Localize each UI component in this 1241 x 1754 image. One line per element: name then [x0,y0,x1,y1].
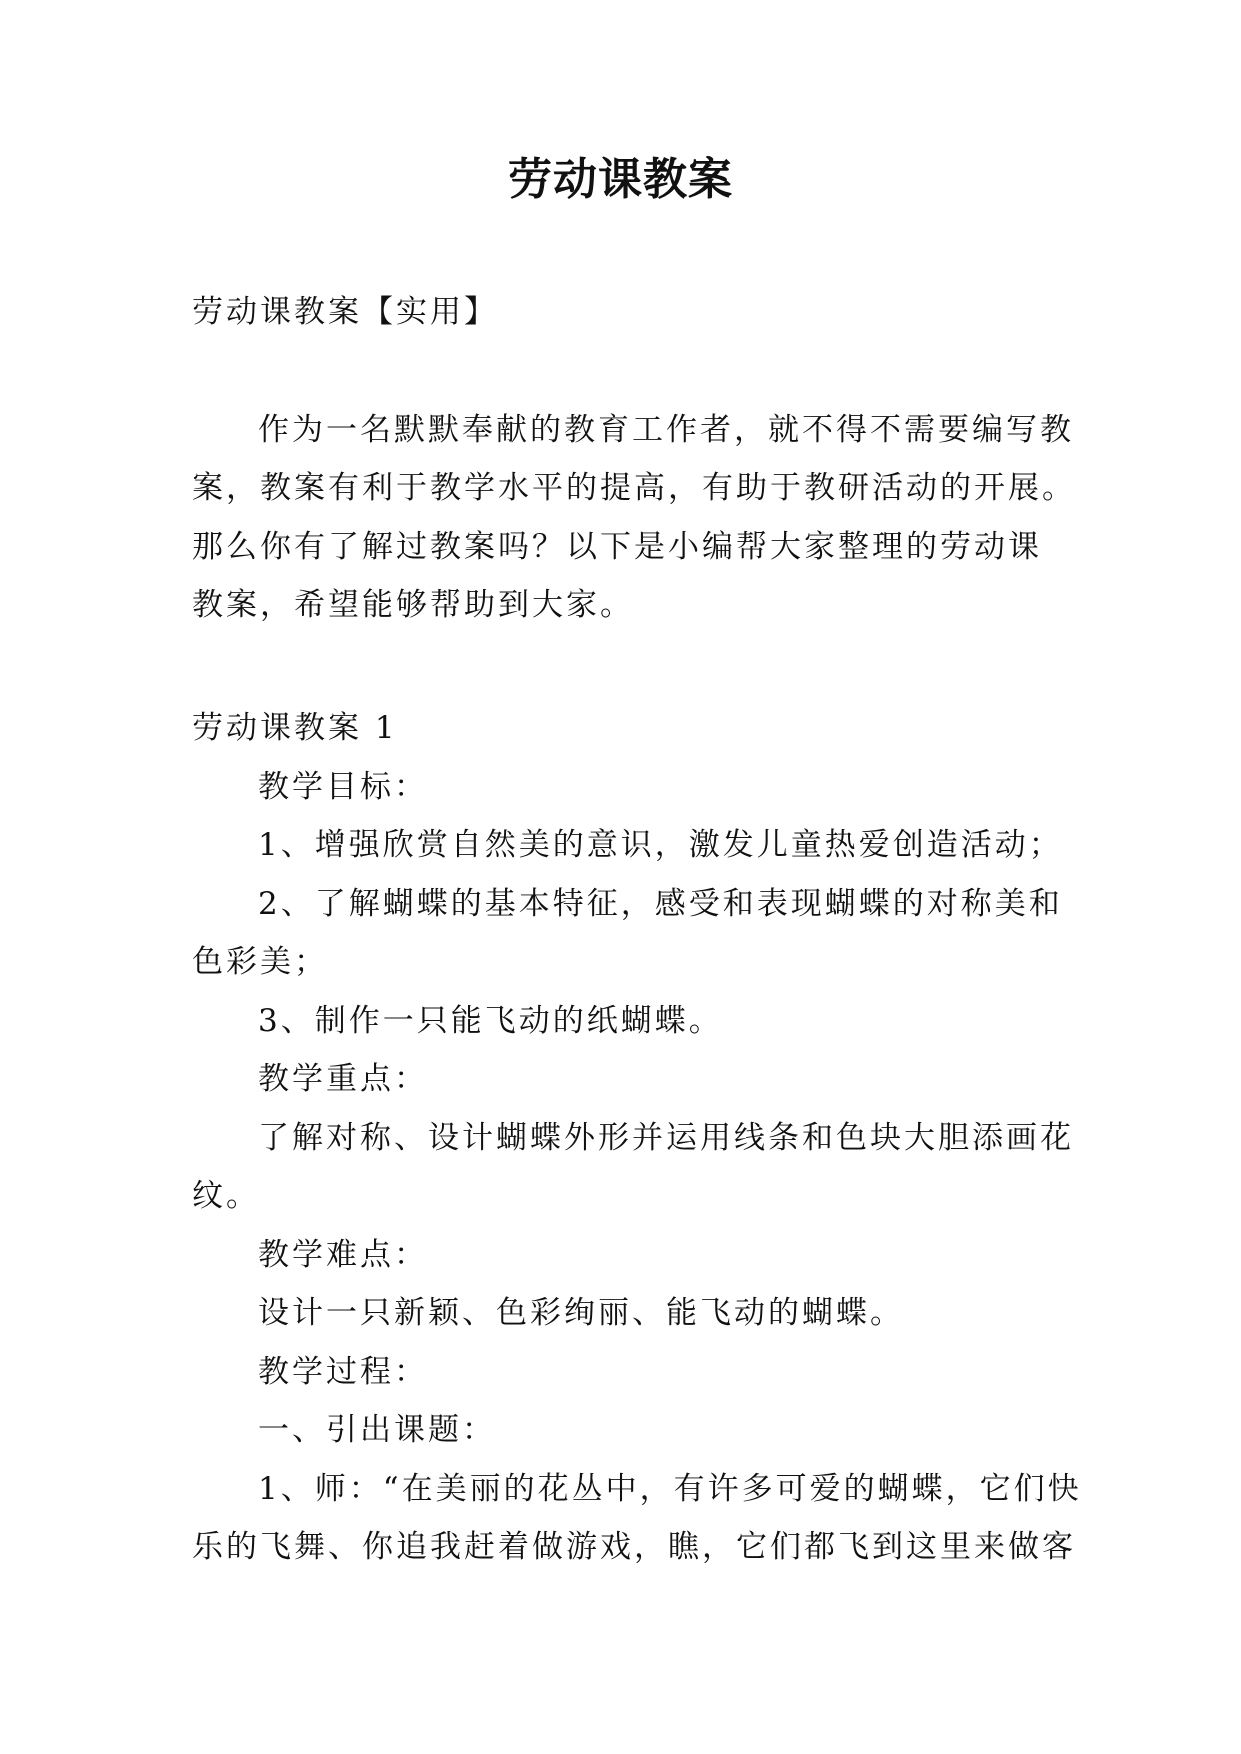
body-line: 1、增强欣赏自然美的意识，激发儿童热爱创造活动； [258,827,1063,863]
body-line: 3、制作一只能飞动的纸蝴蝶。 [258,1003,723,1039]
body-line: 教学过程： [258,1354,428,1390]
body-line: 教学难点： [258,1237,428,1273]
body-line: 2、了解蝴蝶的基本特征，感受和表现蝴蝶的对称美和 [258,886,1063,922]
body-line: 1、师：“在美丽的花丛中，有许多可爱的蝴蝶，它们快 [258,1471,1082,1507]
intro-paragraph-line: 作为一名默默奉献的教育工作者，就不得不需要编写教 [258,412,1074,448]
document-title: 劳动课教案 [508,154,733,205]
section-heading: 劳动课教案 1 [192,710,398,746]
intro-paragraph-line: 那么你有了解过教案吗？以下是小编帮大家整理的劳动课 [192,529,1042,565]
body-line: 教学重点： [258,1061,428,1097]
body-line: 色彩美； [192,944,328,980]
intro-paragraph-line: 教案，希望能够帮助到大家。 [192,587,634,623]
intro-paragraph-line: 案，教案有利于教学水平的提高，有助于教研活动的开展。 [192,470,1076,506]
body-line: 一、引出课题： [258,1412,496,1448]
body-line: 纹。 [192,1178,260,1214]
body-line: 设计一只新颖、色彩绚丽、能飞动的蝴蝶。 [258,1295,904,1331]
document-subtitle: 劳动课教案【实用】 [192,294,498,330]
body-line: 教学目标： [258,769,428,805]
body-line: 乐的飞舞、你追我赶着做游戏，瞧，它们都飞到这里来做客 [192,1529,1076,1565]
body-line: 了解对称、设计蝴蝶外形并运用线条和色块大胆添画花 [258,1120,1074,1156]
